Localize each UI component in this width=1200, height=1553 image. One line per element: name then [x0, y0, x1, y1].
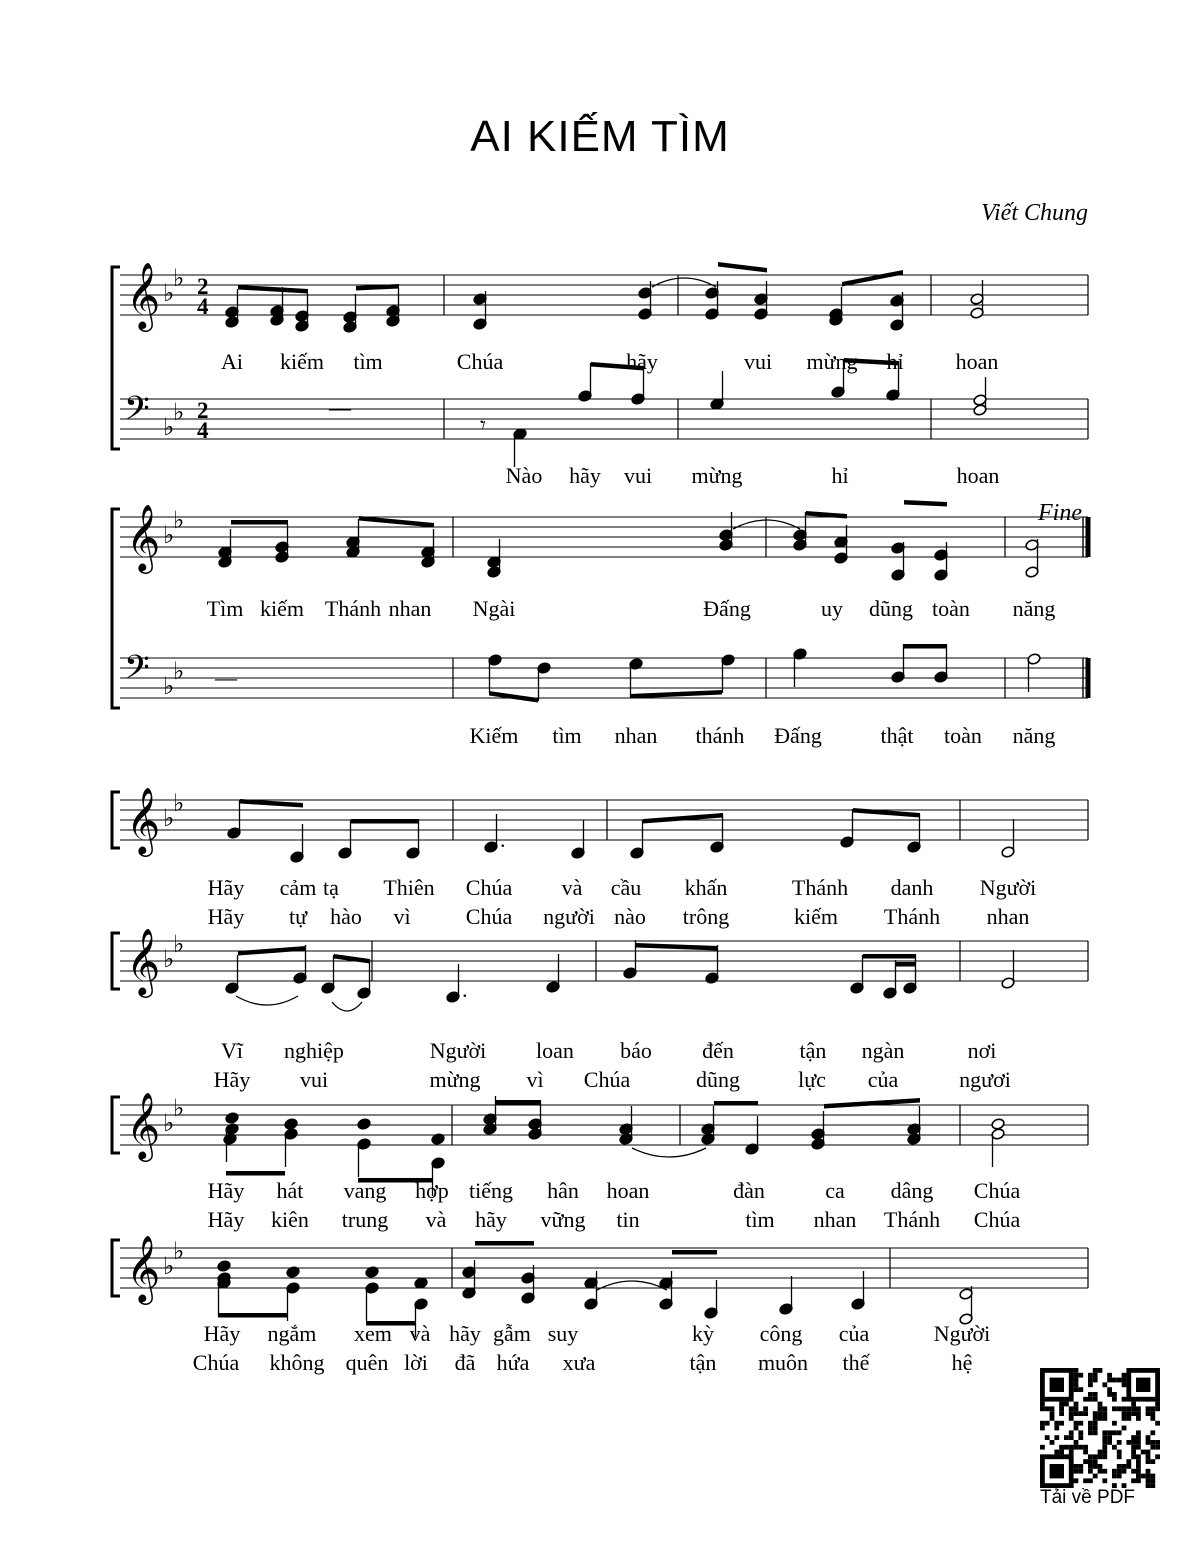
- lyric-syllable: Chúa: [583, 1067, 631, 1092]
- lyric-syllable: ngươi: [959, 1067, 1011, 1092]
- lyric-syllable: thế: [842, 1350, 870, 1375]
- note: [793, 648, 807, 687]
- note: [537, 662, 551, 701]
- beam: [863, 954, 916, 959]
- flat-icon: ♭: [163, 1111, 175, 1137]
- treble-staff: [120, 1248, 1088, 1288]
- note: [991, 1118, 1005, 1131]
- lyric-syllable: tìm: [745, 1207, 775, 1232]
- lyric-syllable: trung: [341, 1207, 389, 1232]
- note: [488, 654, 502, 693]
- system-bracket: [112, 1240, 120, 1296]
- lyric-syllable: Chúa: [465, 875, 513, 900]
- treble-clef-icon: 𝄞: [126, 929, 161, 994]
- treble-staff: [120, 941, 1088, 981]
- flat-icon: ♭: [163, 281, 175, 307]
- tie: [652, 278, 716, 287]
- lyric-syllable: nơi: [967, 1038, 997, 1063]
- lyric-syllable: kỳ: [692, 1321, 714, 1346]
- lyric-syllable: Chúa: [456, 349, 504, 374]
- beam: [824, 1098, 920, 1109]
- beam: [896, 962, 916, 967]
- note: [659, 1271, 673, 1310]
- beam: [334, 954, 370, 964]
- lyric-syllable: Chúa: [973, 1207, 1021, 1232]
- lyric-syllable: nhan: [388, 596, 432, 621]
- lyric-syllable: công: [759, 1321, 803, 1346]
- system-bracket: [112, 509, 120, 708]
- beam: [636, 943, 718, 951]
- beam: [489, 691, 538, 703]
- composer-name: Viết Chung: [981, 200, 1088, 226]
- treble-clef-icon: 𝄞: [126, 1093, 161, 1158]
- lyric-syllable: Tìm: [206, 596, 244, 621]
- lyric-syllable: uy: [821, 596, 843, 621]
- lyric-syllable: vui: [743, 349, 773, 374]
- note: [584, 1271, 598, 1310]
- note: [286, 1282, 300, 1321]
- lyric-syllable: vững: [540, 1207, 586, 1232]
- lyric-syllable: mừng: [429, 1067, 481, 1092]
- lyric-syllable: hỉ: [831, 463, 849, 488]
- note: [217, 1260, 231, 1273]
- lyric-syllable: Người: [979, 875, 1037, 900]
- lyric-syllable: hỉ: [886, 349, 904, 374]
- note: [851, 1271, 865, 1310]
- flat-icon: ♭: [173, 659, 185, 685]
- treble-staff: [120, 800, 1088, 840]
- beam: [238, 285, 308, 294]
- lyric-syllable: nghiệp: [284, 1038, 344, 1063]
- lyric-syllable: dâng: [890, 1178, 934, 1203]
- system-bracket: [112, 933, 120, 989]
- beam: [718, 262, 767, 273]
- system-bracket: [112, 792, 120, 848]
- treble-clef-icon: 𝄞: [126, 505, 161, 570]
- lyric-syllable: dũng: [696, 1067, 740, 1092]
- lyric-syllable: báo: [620, 1038, 652, 1063]
- lyric-syllable: gẫm: [493, 1321, 531, 1346]
- time-signature-bottom: 4: [197, 294, 209, 319]
- lyric-syllable: Chúa: [465, 904, 513, 929]
- lyric-syllable: muôn: [757, 1350, 809, 1375]
- note: [934, 542, 948, 581]
- beam: [643, 813, 723, 824]
- lyric-syllable: suy: [547, 1321, 579, 1346]
- lyric-syllable: xưa: [562, 1350, 596, 1375]
- flat-icon: ♭: [163, 947, 175, 973]
- lyric-syllable: hoan: [956, 463, 1000, 488]
- flat-icon: ♭: [173, 932, 185, 958]
- note: [1001, 819, 1015, 858]
- lyric-syllable: ngàn: [861, 1038, 905, 1063]
- note: [991, 1128, 1005, 1167]
- lyric-syllable: Hãy: [207, 875, 245, 900]
- note: [414, 1277, 428, 1290]
- lyric-syllable: quên: [345, 1350, 389, 1375]
- beam: [475, 1241, 534, 1246]
- beam: [904, 644, 947, 649]
- note: [883, 960, 897, 999]
- lyric-syllable: vì: [526, 1067, 544, 1092]
- note: [721, 654, 735, 693]
- lyric-syllable: hãy: [475, 1207, 507, 1232]
- lyric-syllable: thật: [880, 723, 914, 748]
- lyric-syllable: Người: [933, 1321, 991, 1346]
- lyric-syllable: Đấng: [774, 723, 822, 748]
- tie: [632, 1148, 706, 1157]
- lyric-syllable: loan: [536, 1038, 574, 1063]
- lyric-syllable: Hãy: [207, 904, 245, 929]
- lyric-syllable: lực: [798, 1067, 826, 1092]
- bass-clef-icon: 𝄢: [124, 390, 150, 435]
- lyric-syllable: xem: [354, 1321, 392, 1346]
- lyric-syllable: hãy: [626, 349, 658, 374]
- flat-icon: ♭: [173, 400, 185, 426]
- flat-icon: ♭: [163, 806, 175, 832]
- lyric-syllable: tìm: [552, 723, 582, 748]
- note: [779, 1276, 793, 1315]
- lyric-syllable: Thiên: [383, 875, 435, 900]
- lyric-syllable: Chúa: [192, 1350, 240, 1375]
- lyric-syllable: khấn: [684, 875, 728, 900]
- lyric-syllable: hào: [330, 904, 362, 929]
- flat-icon: ♭: [163, 523, 175, 549]
- note: [357, 1118, 371, 1131]
- lyric-syllable: đàn: [733, 1178, 765, 1203]
- lyric-syllable: không: [269, 1350, 325, 1375]
- lyric-syllable: hợp: [415, 1178, 449, 1203]
- lyric-syllable: Thánh: [324, 596, 382, 621]
- note: [704, 1280, 718, 1319]
- lyric-syllable: Người: [429, 1038, 487, 1063]
- download-pdf-label[interactable]: Tải về PDF: [1040, 1487, 1136, 1508]
- lyric-syllable: Đấng: [703, 596, 751, 621]
- note: [521, 1265, 535, 1304]
- flat-icon: ♭: [163, 674, 175, 700]
- lyric-syllable: hát: [276, 1178, 304, 1203]
- lyric-syllable: cầu: [610, 875, 642, 900]
- note: [629, 658, 643, 697]
- beam: [630, 690, 722, 699]
- time-signature-bottom: 4: [197, 418, 209, 443]
- lyric-syllable: Ai: [221, 349, 243, 374]
- tie: [597, 1281, 667, 1290]
- treble-staff: [120, 1105, 1088, 1145]
- lyric-syllable: Ngài: [472, 596, 516, 621]
- system-bracket: [112, 267, 120, 449]
- lyric-syllable: hứa: [496, 1350, 530, 1375]
- lyric-syllable: nhan: [986, 904, 1030, 929]
- beam: [359, 516, 434, 528]
- lyric-syllable: vui: [299, 1067, 329, 1092]
- note: [829, 287, 843, 326]
- flat-icon: ♭: [163, 415, 175, 441]
- lyric-syllable: năng: [1012, 723, 1056, 748]
- lyric-syllable: năng: [1012, 596, 1056, 621]
- flat-icon: ♭: [173, 1239, 185, 1265]
- lyric-syllable: ca: [825, 1178, 845, 1203]
- bass-clef-icon: 𝄢: [124, 649, 150, 694]
- lyric-syllable: hệ: [951, 1350, 973, 1375]
- tie: [236, 996, 298, 1005]
- lyric-syllable: tìm: [353, 349, 383, 374]
- lyric-syllable: kiếm: [794, 904, 838, 929]
- beam: [226, 1171, 285, 1176]
- note: [225, 1112, 239, 1125]
- lyric-syllable: danh: [890, 875, 934, 900]
- beam: [853, 808, 920, 818]
- qr-code-icon[interactable]: [1040, 1368, 1160, 1488]
- lyric-syllable: Hãy: [213, 1067, 251, 1092]
- flag: ♪: [576, 858, 577, 859]
- time-signature-top: 2: [197, 398, 209, 423]
- note: [357, 960, 371, 999]
- beam: [238, 946, 306, 956]
- lyric-syllable: Thánh: [883, 1207, 941, 1232]
- note: [638, 281, 652, 320]
- lyric-syllable: và: [425, 1207, 447, 1232]
- lyric-syllable: vang: [343, 1178, 387, 1203]
- lyric-syllable: tự: [288, 904, 308, 929]
- note: [705, 281, 719, 320]
- lyric-syllable: lời: [404, 1350, 428, 1375]
- note: [284, 1128, 298, 1167]
- lyric-syllable: vui: [623, 463, 653, 488]
- lyric-syllable: trông: [682, 904, 730, 929]
- beam: [842, 270, 903, 287]
- beam: [714, 1101, 758, 1106]
- lyric-syllable: ngắm: [267, 1321, 317, 1346]
- note: [745, 1116, 759, 1155]
- lyric-syllable: Hãy: [203, 1321, 241, 1346]
- note: [623, 940, 637, 979]
- lyric-syllable: nào: [614, 904, 646, 929]
- bass-staff: [120, 399, 1088, 439]
- lyric-syllable: Kiếm: [469, 723, 519, 748]
- note: [546, 954, 560, 993]
- lyric-syllable: toàn: [944, 723, 982, 748]
- eighth-rest-icon: 𝄾: [480, 412, 486, 437]
- lyric-syllable: cảm: [279, 875, 317, 900]
- half-rest-icon: —: [329, 395, 351, 420]
- flat-icon: ♭: [163, 1254, 175, 1280]
- flat-icon: ♭: [173, 508, 185, 534]
- beam: [496, 1100, 541, 1105]
- treble-staff: [120, 275, 1088, 315]
- note: [513, 428, 527, 467]
- lyric-syllable: Thánh: [883, 904, 941, 929]
- flat-icon: ♭: [173, 266, 185, 292]
- dot: .: [462, 977, 468, 1002]
- lyric-syllable: của: [867, 1067, 899, 1092]
- treble-clef-icon: 𝄞: [126, 1236, 161, 1301]
- lyric-syllable: kiếm: [260, 596, 304, 621]
- flat-icon: ♭: [173, 1096, 185, 1122]
- lyric-syllable: Thánh: [791, 875, 849, 900]
- lyric-syllable: hãy: [569, 463, 601, 488]
- lyric-syllable: hoan: [606, 1178, 650, 1203]
- beam: [672, 1250, 717, 1255]
- lyric-syllable: tiếng: [469, 1178, 513, 1203]
- lyric-syllable: nhan: [813, 1207, 857, 1232]
- note: [891, 644, 905, 683]
- lyric-syllable: nhan: [614, 723, 658, 748]
- note: [1027, 653, 1041, 692]
- beam: [351, 819, 419, 824]
- lyric-syllable: tận: [799, 1038, 827, 1063]
- lyric-syllable: của: [838, 1321, 870, 1346]
- lyric-syllable: Hãy: [207, 1178, 245, 1203]
- dot: .: [500, 827, 506, 852]
- lyric-syllable: hãy: [449, 1321, 481, 1346]
- lyric-syllable: đến: [702, 1038, 734, 1063]
- lyric-syllable: mừng: [691, 463, 743, 488]
- lyric-syllable: tận: [689, 1350, 717, 1375]
- note: [578, 363, 592, 402]
- treble-clef-icon: 𝄞: [126, 788, 161, 853]
- lyric-syllable: Vĩ: [221, 1038, 243, 1063]
- lyric-syllable: Hãy: [207, 1207, 245, 1232]
- note: [710, 371, 724, 410]
- note: [934, 644, 948, 683]
- lyric-syllable: thánh: [695, 723, 745, 748]
- tie: [332, 1002, 362, 1011]
- lyric-syllable: hoan: [955, 349, 999, 374]
- lyric-syllable: và: [561, 875, 583, 900]
- note: [1001, 950, 1015, 989]
- lyric-syllable: tin: [616, 1207, 640, 1232]
- lyric-syllable: người: [543, 904, 595, 929]
- beam: [231, 520, 288, 525]
- lyric-syllable: và: [409, 1321, 431, 1346]
- lyric-syllable: dũng: [869, 596, 913, 621]
- lyric-syllable: tạ: [323, 875, 339, 900]
- note: [446, 964, 460, 1003]
- lyric-syllable: mừng: [806, 349, 858, 374]
- note: [840, 809, 854, 848]
- time-signature-top: 2: [197, 274, 209, 299]
- beam: [904, 500, 947, 507]
- note: [357, 1138, 371, 1177]
- lyric-syllable: kiên: [271, 1207, 309, 1232]
- lyric-syllable: toàn: [932, 596, 970, 621]
- lyric-syllable: Nào: [505, 463, 543, 488]
- beam: [218, 1313, 287, 1318]
- lyric-syllable: kiếm: [280, 349, 324, 374]
- note: [284, 1118, 298, 1131]
- half-rest-icon: —: [215, 665, 237, 690]
- lyric-syllable: đã: [454, 1350, 476, 1375]
- treble-clef-icon: 𝄞: [126, 263, 161, 328]
- note: [365, 1282, 379, 1321]
- lyric-syllable: hân: [547, 1178, 579, 1203]
- lyric-syllable: Chúa: [973, 1178, 1021, 1203]
- note: [462, 1260, 476, 1299]
- lyric-syllable: vì: [393, 904, 411, 929]
- flat-icon: ♭: [173, 791, 185, 817]
- system-bracket: [112, 1097, 120, 1153]
- fine-marking: Fine: [1038, 500, 1082, 526]
- song-title: AI KIẾM TÌM: [470, 112, 730, 161]
